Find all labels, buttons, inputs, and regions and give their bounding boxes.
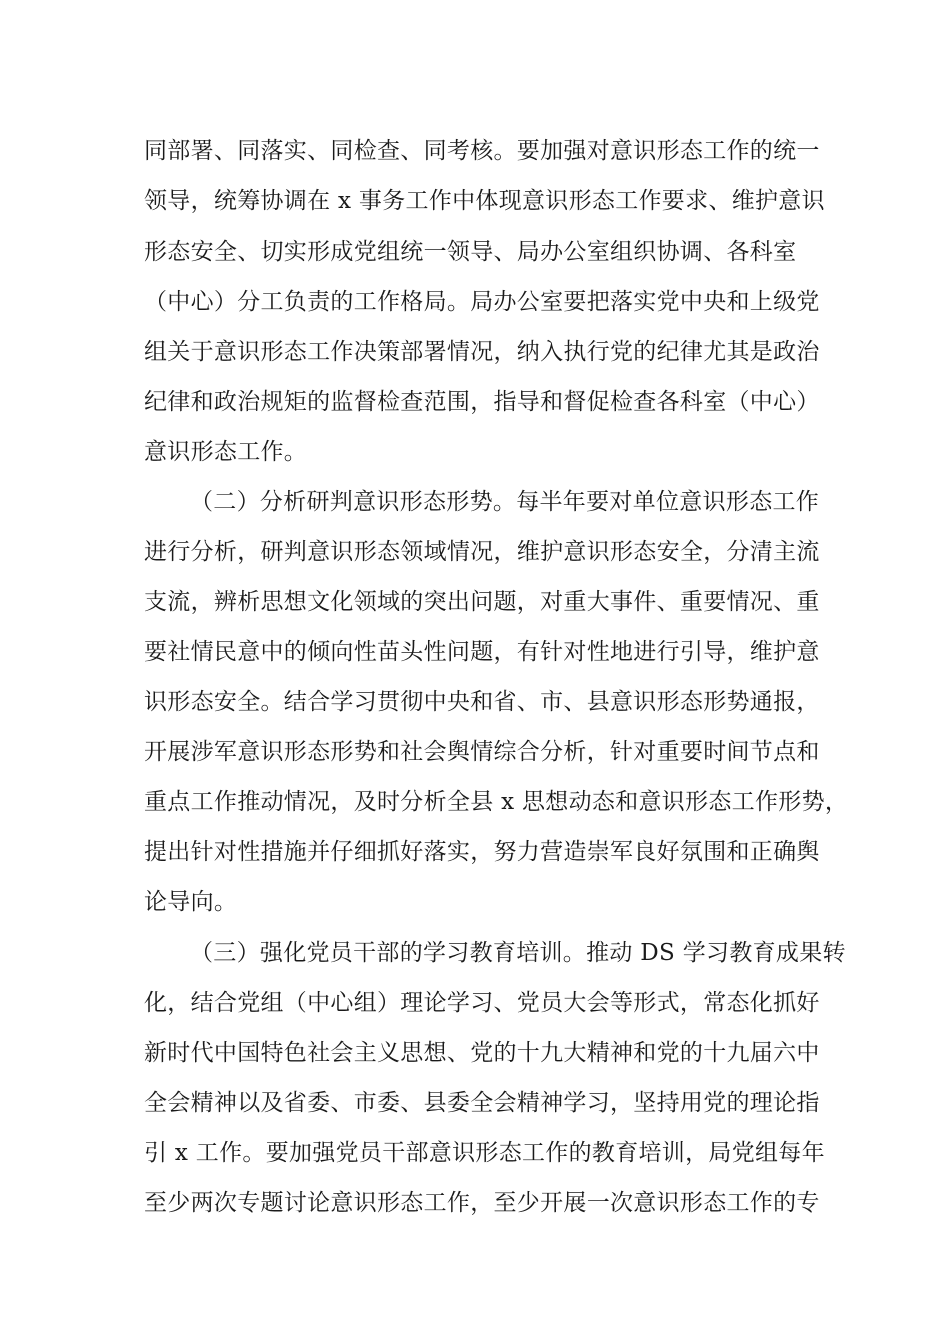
text-line: 引 x 工作。要加强党员干部意识形态工作的教育培训，局党组每年 xyxy=(144,1140,825,1166)
text-line: 化，结合党组（中心组）理论学习、党员大会等形式，常态化抓好 xyxy=(144,990,820,1016)
text-line: 至少两次专题讨论意识形态工作，至少开展一次意识形态工作的专 xyxy=(144,1190,820,1216)
text-line: 意识形态工作。 xyxy=(144,439,308,465)
text-line: （中心）分工负责的工作格局。局办公室要把落实党中央和上级党 xyxy=(144,289,820,315)
text-line: 全会精神以及省委、市委、县委全会精神学习，坚持用党的理论指 xyxy=(144,1090,820,1116)
text-line: 提出针对性措施并仔细抓好落实，努力营造崇军良好氛围和正确舆 xyxy=(144,839,820,865)
text-line: 新时代中国特色社会主义思想、党的十九大精神和党的十九届六中 xyxy=(144,1040,820,1066)
text-line: 开展涉军意识形态形势和社会舆情综合分析，针对重要时间节点和 xyxy=(144,739,820,765)
text-line: 支流，辨析思想文化领域的突出问题，对重大事件、重要情况、重 xyxy=(144,589,820,615)
text-line: 组关于意识形态工作决策部署情况，纳入执行党的纪律尤其是政治 xyxy=(144,339,820,365)
text-line: 重点工作推动情况，及时分析全县 x 思想动态和意识形态工作形势， xyxy=(144,789,849,815)
text-line: 纪律和政治规矩的监督检查范围，指导和督促检查各科室（中心） xyxy=(144,389,820,415)
text-line: 要社情民意中的倾向性苗头性问题，有针对性地进行引导，维护意 xyxy=(144,639,820,665)
text-line: 进行分析，研判意识形态领域情况，维护意识形态安全，分清主流 xyxy=(144,539,820,565)
text-line: 同部署、同落实、同检查、同考核。要加强对意识形态工作的统一 xyxy=(144,138,820,164)
text-line: 形态安全、切实形成党组统一领导、局办公室组织协调、各科室 xyxy=(144,239,797,265)
section-heading-line: （三）强化党员干部的学习教育培训。推动 DS 学习教育成果转 xyxy=(190,940,846,966)
text-line: 论导向。 xyxy=(144,889,238,915)
text-line: 领导，统筹协调在 x 事务工作中体现意识形态工作要求、维护意识 xyxy=(144,188,825,214)
section-heading-line: （二）分析研判意识形态形势。每半年要对单位意识形态工作 xyxy=(190,489,820,515)
text-line: 识形态安全。结合学习贯彻中央和省、市、县意识形态形势通报， xyxy=(144,689,820,715)
